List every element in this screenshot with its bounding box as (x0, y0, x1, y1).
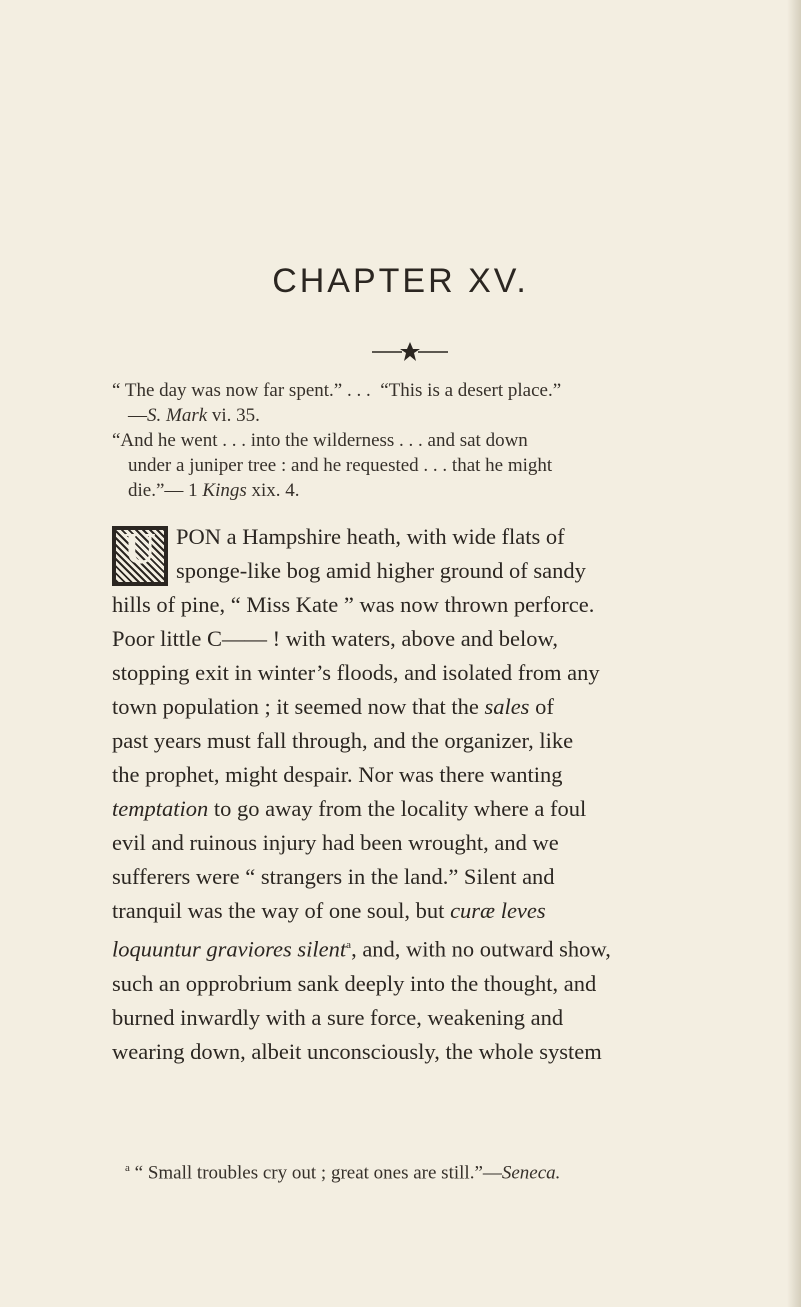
body-line: hills of pine, “ Miss Kate ” was now thrown perforce. (112, 592, 595, 617)
body-line (112, 928, 687, 967)
epigraph-ref-2 (112, 478, 712, 503)
epigraph-die-text: die.”— 1 (128, 480, 203, 501)
body-text-run: town population ; it seemed now that the (112, 694, 485, 719)
latin-phrase: curæ leves (450, 898, 546, 923)
chapter-title: CHAPTER XV. (272, 262, 529, 300)
epigraph-ref-1 (112, 403, 712, 428)
body-text-run: tranquil was the way of one soul, but (112, 898, 451, 923)
italic-word: temptation (112, 796, 209, 821)
footnote (125, 1156, 705, 1185)
epigraph-line-3: “And he went . . . into the wilderness . . . and sat down (112, 430, 528, 451)
body-line: Poor little C—— ! with waters, above and below, (112, 626, 558, 651)
footnote-marker: a (125, 1162, 130, 1174)
italic-word: sales (484, 694, 530, 719)
body-line: stopping exit in winter’s floods, and isolated from any (112, 660, 600, 685)
footnote-ref: a (346, 939, 352, 951)
body-line: the prophet, might despair. Nor was there wanting (112, 762, 563, 787)
body-line: burned inwardly with a sure force, weakening and (112, 1004, 564, 1030)
body-line: wearing down, albeit unconsciously, the whole system (112, 1038, 602, 1064)
cross-ornament-icon (360, 338, 460, 366)
footnote-text: “ Small troubles cry out ; great ones are still.”— (129, 1162, 502, 1184)
body-line: sufferers were “ strangers in the land.” Silent and (112, 864, 555, 889)
latin-phrase: loquuntur graviores silent (112, 936, 347, 962)
page-edge (787, 0, 801, 1307)
body-line: evil and ruinous injury had been wrought, and we (112, 830, 559, 855)
body-text-run: , and, with no outward show, (351, 936, 611, 962)
epigraph-quote-2: “This is a desert place.” (380, 380, 562, 401)
epigraph-quote-1: “ The day was now far spent.” . . . (112, 380, 371, 401)
epigraph-line-4: under a juniper tree : and he requested . . . that he might (128, 455, 553, 476)
epigraph-ref-dash: — (128, 405, 147, 426)
epigraph (112, 378, 712, 503)
epigraph-line-1 (112, 380, 561, 401)
body-text-run: to go away from the locality where a foul (208, 796, 587, 821)
dropcap-letter: U (124, 524, 156, 573)
epigraph-ref-book-2: Kings (202, 480, 247, 501)
body-text-run: of (529, 694, 554, 719)
epigraph-ref-book: S. Mark (147, 405, 208, 426)
body-line: past years must fall through, and the organizer, like (112, 728, 574, 753)
body-line (112, 690, 687, 724)
body-line: sponge-like bog amid higher ground of sandy (176, 558, 586, 583)
dropcap-initial (112, 526, 168, 586)
epigraph-ref-verse-2: xix. 4. (246, 480, 300, 501)
body-line (112, 894, 687, 928)
body-line: PON a Hampshire heath, with wide flats of (176, 524, 565, 549)
body-line: such an opprobrium sank deeply into the thought, and (112, 970, 597, 996)
body-line (112, 792, 687, 826)
epigraph-ref-verse: vi. 35. (207, 405, 260, 426)
chapter-body (112, 520, 687, 1069)
footnote-source: Seneca. (501, 1162, 561, 1184)
